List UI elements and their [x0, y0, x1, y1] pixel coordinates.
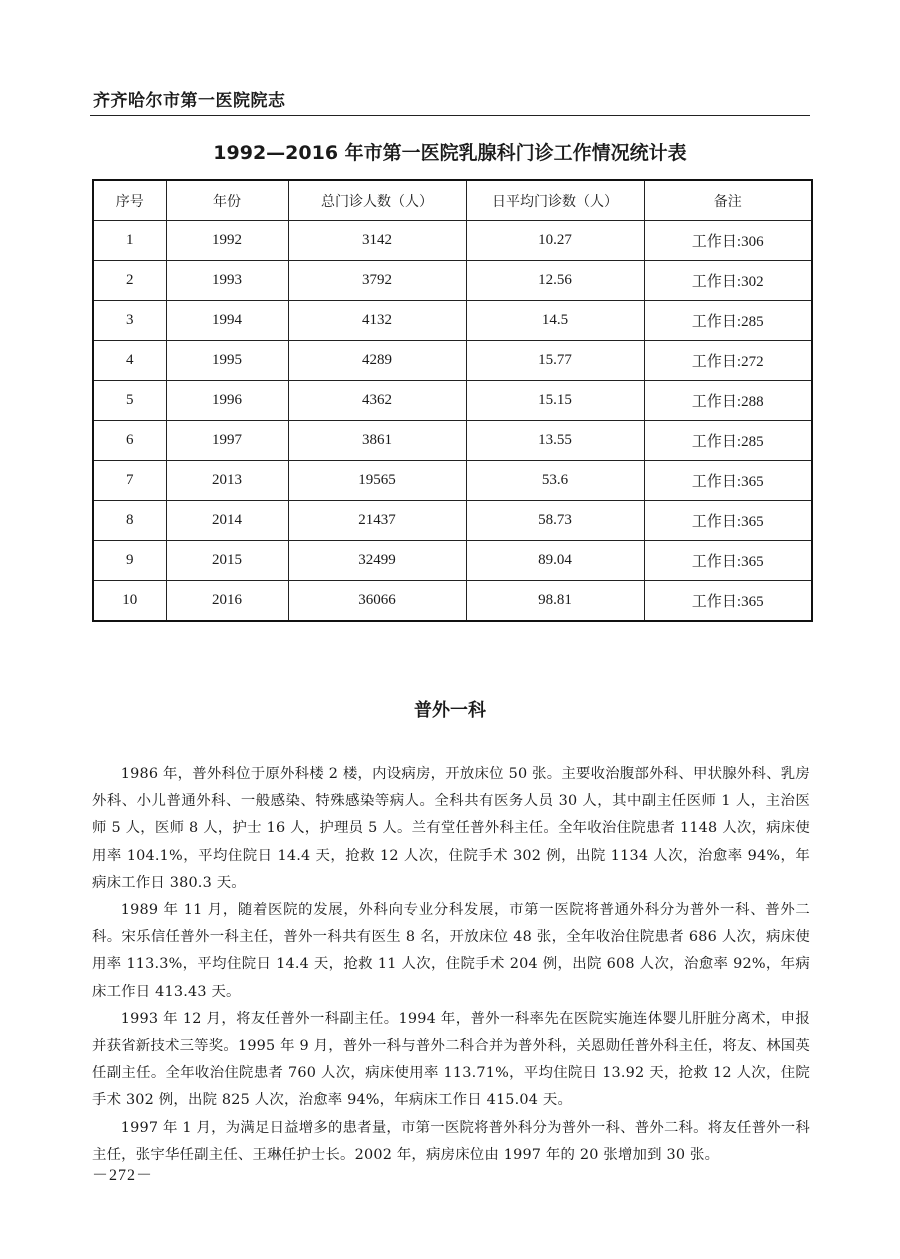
- table-header-row: [93, 180, 812, 221]
- table-row: [93, 461, 812, 501]
- cell-year: 1996: [166, 381, 288, 421]
- cell-total-visits: 32499: [288, 541, 466, 581]
- cell-remarks: 工作日:285: [644, 301, 812, 341]
- section-body: [92, 761, 810, 1169]
- cell-index: 5: [93, 381, 166, 421]
- cell-year: 2013: [166, 461, 288, 501]
- cell-total-visits: 3142: [288, 221, 466, 261]
- cell-index: 10: [93, 581, 166, 622]
- paragraph: 1997 年 1 月，为满足日益增多的患者量，市第一医院将普外科分为普外一科、普外二科。将友任普外一科主任，张宇华任副主任、王琳任护士长。2002 年，病房床位由 1997 年的 20 张增加到 30 张。: [92, 1119, 810, 1163]
- column-header-year: 年份: [166, 180, 288, 221]
- cell-index: 6: [93, 421, 166, 461]
- cell-daily-average: 15.15: [466, 381, 644, 421]
- cell-total-visits: 4362: [288, 381, 466, 421]
- cell-index: 2: [93, 261, 166, 301]
- table-row: [93, 261, 812, 301]
- cell-year: 2016: [166, 581, 288, 622]
- cell-year: 1995: [166, 341, 288, 381]
- cell-daily-average: 15.77: [466, 341, 644, 381]
- paragraph: 1993 年 12 月，将友任普外一科副主任。1994 年，普外一科率先在医院实施连体婴儿肝脏分离术，申报并获省新技术三等奖。1995 年 9 月，普外一科与普外二科合并为普外科，关恩勋任普外科主任，将友、林国英任副主任。全年收治住院患者 760 人次，病床使用率 113.71%，平均住院日 13.92 天，抢救 12 人次，住院手术 302 例，出院 825 人次，治愈率 94%，年病床工作日 415.04 天。: [92, 1010, 810, 1109]
- cell-daily-average: 10.27: [466, 221, 644, 261]
- cell-remarks: 工作日:285: [644, 421, 812, 461]
- cell-total-visits: 3861: [288, 421, 466, 461]
- cell-total-visits: 21437: [288, 501, 466, 541]
- cell-total-visits: 4289: [288, 341, 466, 381]
- cell-daily-average: 14.5: [466, 301, 644, 341]
- cell-daily-average: 98.81: [466, 581, 644, 622]
- cell-daily-average: 53.6: [466, 461, 644, 501]
- paragraph: 1986 年，普外科位于原外科楼 2 楼，内设病房，开放床位 50 张。主要收治腹部外科、甲状腺外科、乳房外科、小儿普通外科、一般感染、特殊感染等病人。全科共有医务人员 30 人，其中副主任医师 1 人，主治医师 5 人，医师 8 人，护士 16 人，护理员 5 人。兰有堂任普外科主任。全年收治住院患者 1148 人次，病床使用率 104.1%，平均住院日 14.4 天，抢救 12 人次，住院手术 302 例，出院 1134 人次，治愈率 94%，年病床工作日 380.3 天。: [92, 766, 810, 891]
- header-rule: [90, 115, 810, 116]
- cell-remarks: 工作日:365: [644, 461, 812, 501]
- cell-remarks: 工作日:365: [644, 581, 812, 622]
- section-title: 普外一科: [414, 700, 486, 721]
- paragraph: 1989 年 11 月，随着医院的发展，外科向专业分科发展，市第一医院将普通外科分为普外一科、普外二科。宋乐信任普外一科主任，普外一科共有医生 8 名，开放床位 48 张，全年收治住院患者 686 人次，病床使用率 113.3%，平均住院日 14.4 天，抢救 11 人次，住院手术 204 例，出院 608 人次，治愈率 92%，年病床工作日 413.43 天。: [92, 902, 810, 1000]
- cell-daily-average: 12.56: [466, 261, 644, 301]
- cell-remarks: 工作日:365: [644, 541, 812, 581]
- column-header-index: 序号: [93, 180, 166, 221]
- table-row: [93, 501, 812, 541]
- cell-index: 4: [93, 341, 166, 381]
- table-row: [93, 221, 812, 261]
- cell-daily-average: 89.04: [466, 541, 644, 581]
- cell-total-visits: 3792: [288, 261, 466, 301]
- column-header-daily-average: 日平均门诊数（人）: [466, 180, 644, 221]
- cell-index: 3: [93, 301, 166, 341]
- statistics-table: [92, 179, 813, 622]
- cell-daily-average: 58.73: [466, 501, 644, 541]
- cell-index: 1: [93, 221, 166, 261]
- cell-index: 9: [93, 541, 166, 581]
- cell-year: 2014: [166, 501, 288, 541]
- cell-year: 1992: [166, 221, 288, 261]
- table-row: [93, 421, 812, 461]
- table-row: [93, 381, 812, 421]
- cell-total-visits: 36066: [288, 581, 466, 622]
- table-row: [93, 581, 812, 622]
- cell-year: 1994: [166, 301, 288, 341]
- cell-remarks: 工作日:302: [644, 261, 812, 301]
- cell-year: 1997: [166, 421, 288, 461]
- table-row: [93, 541, 812, 581]
- cell-remarks: 工作日:288: [644, 381, 812, 421]
- running-header: 齐齐哈尔市第一医院院志: [93, 91, 286, 111]
- table-row: [93, 341, 812, 381]
- cell-total-visits: 19565: [288, 461, 466, 501]
- cell-total-visits: 4132: [288, 301, 466, 341]
- cell-index: 8: [93, 501, 166, 541]
- column-header-remarks: 备注: [644, 180, 812, 221]
- cell-remarks: 工作日:272: [644, 341, 812, 381]
- cell-year: 2015: [166, 541, 288, 581]
- cell-index: 7: [93, 461, 166, 501]
- cell-remarks: 工作日:306: [644, 221, 812, 261]
- table-row: [93, 301, 812, 341]
- cell-daily-average: 13.55: [466, 421, 644, 461]
- cell-year: 1993: [166, 261, 288, 301]
- cell-remarks: 工作日:365: [644, 501, 812, 541]
- table-title: 1992—2016 年市第一医院乳腺科门诊工作情况统计表: [213, 142, 687, 164]
- column-header-total-visits: 总门诊人数（人）: [288, 180, 466, 221]
- page-number: －272－: [92, 1167, 154, 1184]
